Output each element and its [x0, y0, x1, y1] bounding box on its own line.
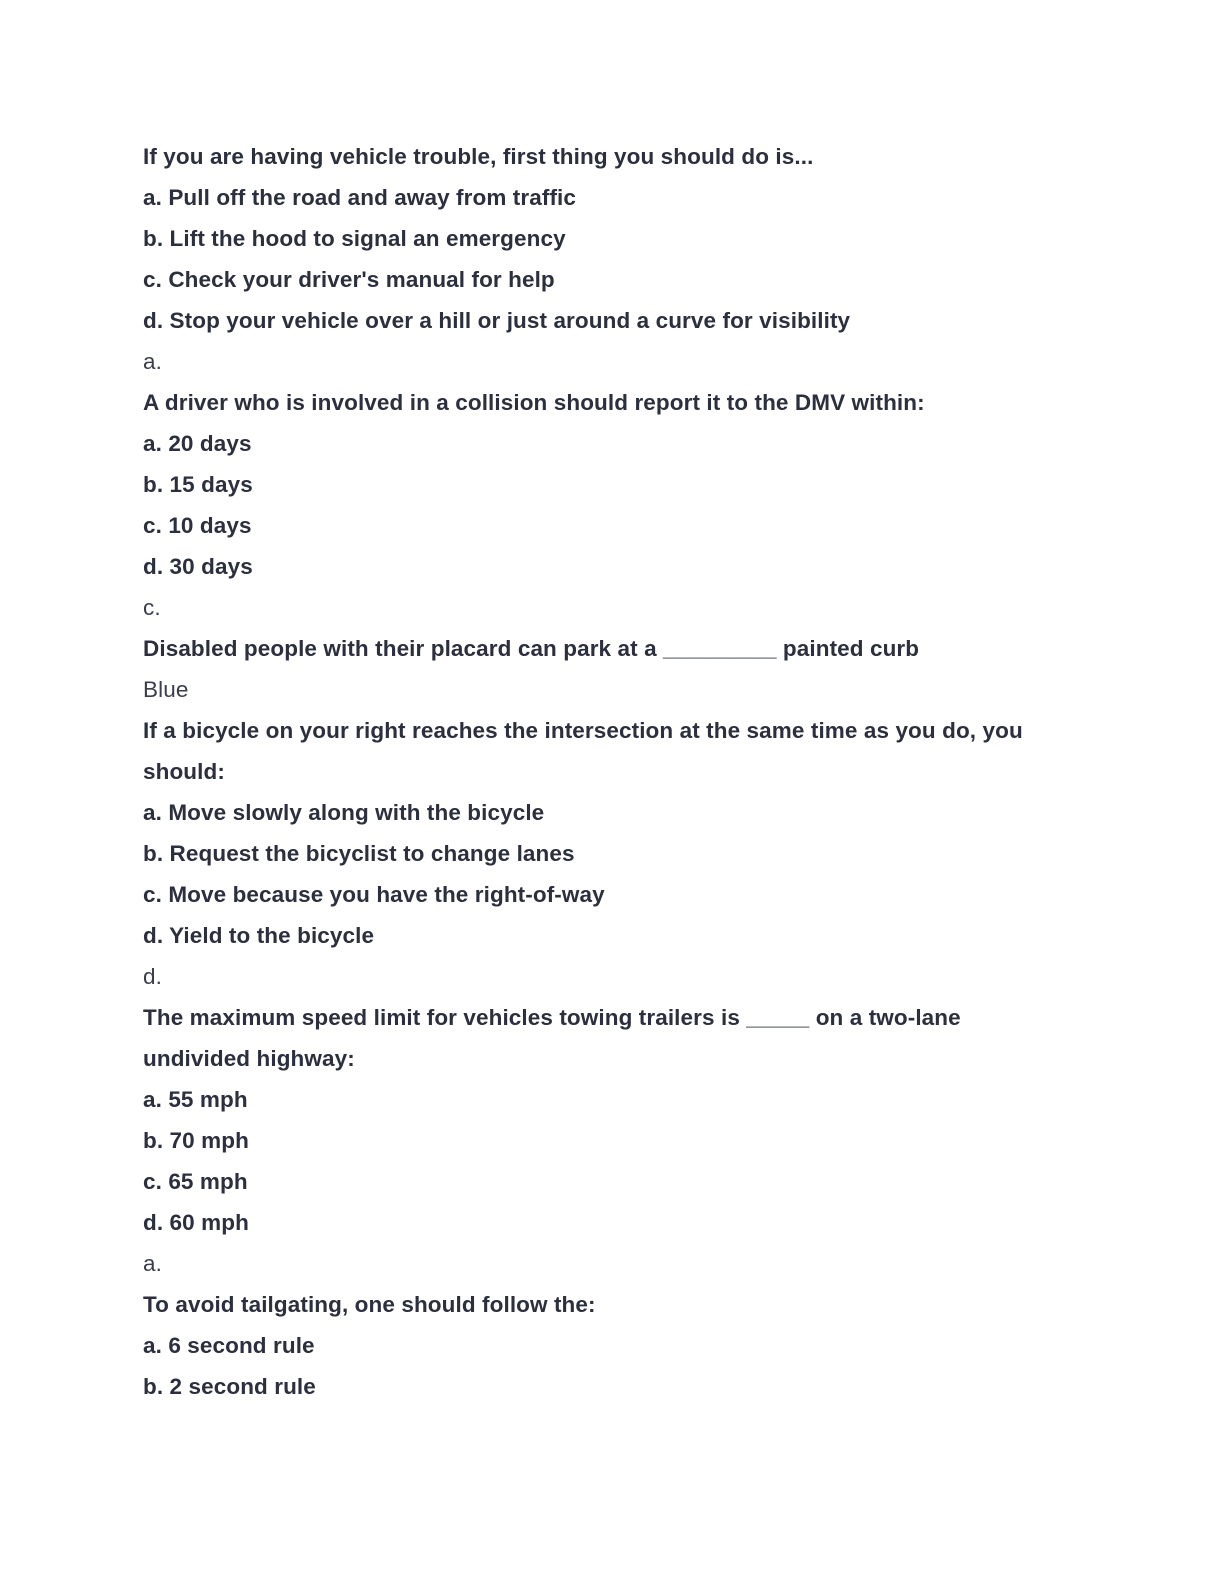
question-text: Disabled people with their placard can park at a _________ painted curb — [143, 636, 920, 661]
option-a: a. Pull off the road and away from traffic — [143, 185, 577, 210]
option-c: c. Check your driver's manual for help — [143, 267, 555, 292]
option-d: d. Yield to the bicycle — [143, 923, 375, 948]
option-d: d. 60 mph — [143, 1210, 249, 1235]
answer-text: d. — [143, 964, 162, 989]
answer-text: a. — [143, 349, 162, 374]
option-a: a. 55 mph — [143, 1087, 248, 1112]
option-c: c. 65 mph — [143, 1169, 248, 1194]
option-a: a. Move slowly along with the bicycle — [143, 800, 545, 825]
option-b: b. Lift the hood to signal an emergency — [143, 226, 566, 251]
option-d: d. Stop your vehicle over a hill or just around a curve for visibility — [143, 308, 851, 333]
option-b: b. 70 mph — [143, 1128, 249, 1153]
option-a: a. 6 second rule — [143, 1333, 315, 1358]
answer-text: Blue — [143, 677, 189, 702]
option-b: b. Request the bicyclist to change lanes — [143, 841, 575, 866]
question-block — [143, 710, 1083, 997]
question-text: A driver who is involved in a collision should report it to the DMV within: — [143, 390, 925, 415]
question-block — [143, 1284, 1083, 1407]
question-text-continued: should: — [143, 759, 225, 784]
option-a: a. 20 days — [143, 431, 252, 456]
option-b: b. 15 days — [143, 472, 253, 497]
question-text: If you are having vehicle trouble, first thing you should do is... — [143, 144, 814, 169]
option-c: c. Move because you have the right-of-way — [143, 882, 605, 907]
option-d: d. 30 days — [143, 554, 253, 579]
document-page — [143, 136, 1083, 1407]
option-c: c. 10 days — [143, 513, 252, 538]
option-b: b. 2 second rule — [143, 1374, 316, 1399]
question-text: To avoid tailgating, one should follow the: — [143, 1292, 596, 1317]
question-block — [143, 382, 1083, 628]
question-text: If a bicycle on your right reaches the intersection at the same time as you do, you — [143, 718, 1023, 743]
question-text-continued: undivided highway: — [143, 1046, 355, 1071]
answer-text: a. — [143, 1251, 162, 1276]
question-block — [143, 628, 1083, 710]
question-text: The maximum speed limit for vehicles towing trailers is _____ on a two-lane — [143, 1005, 961, 1030]
question-block — [143, 136, 1083, 382]
question-block — [143, 997, 1083, 1284]
answer-text: c. — [143, 595, 161, 620]
